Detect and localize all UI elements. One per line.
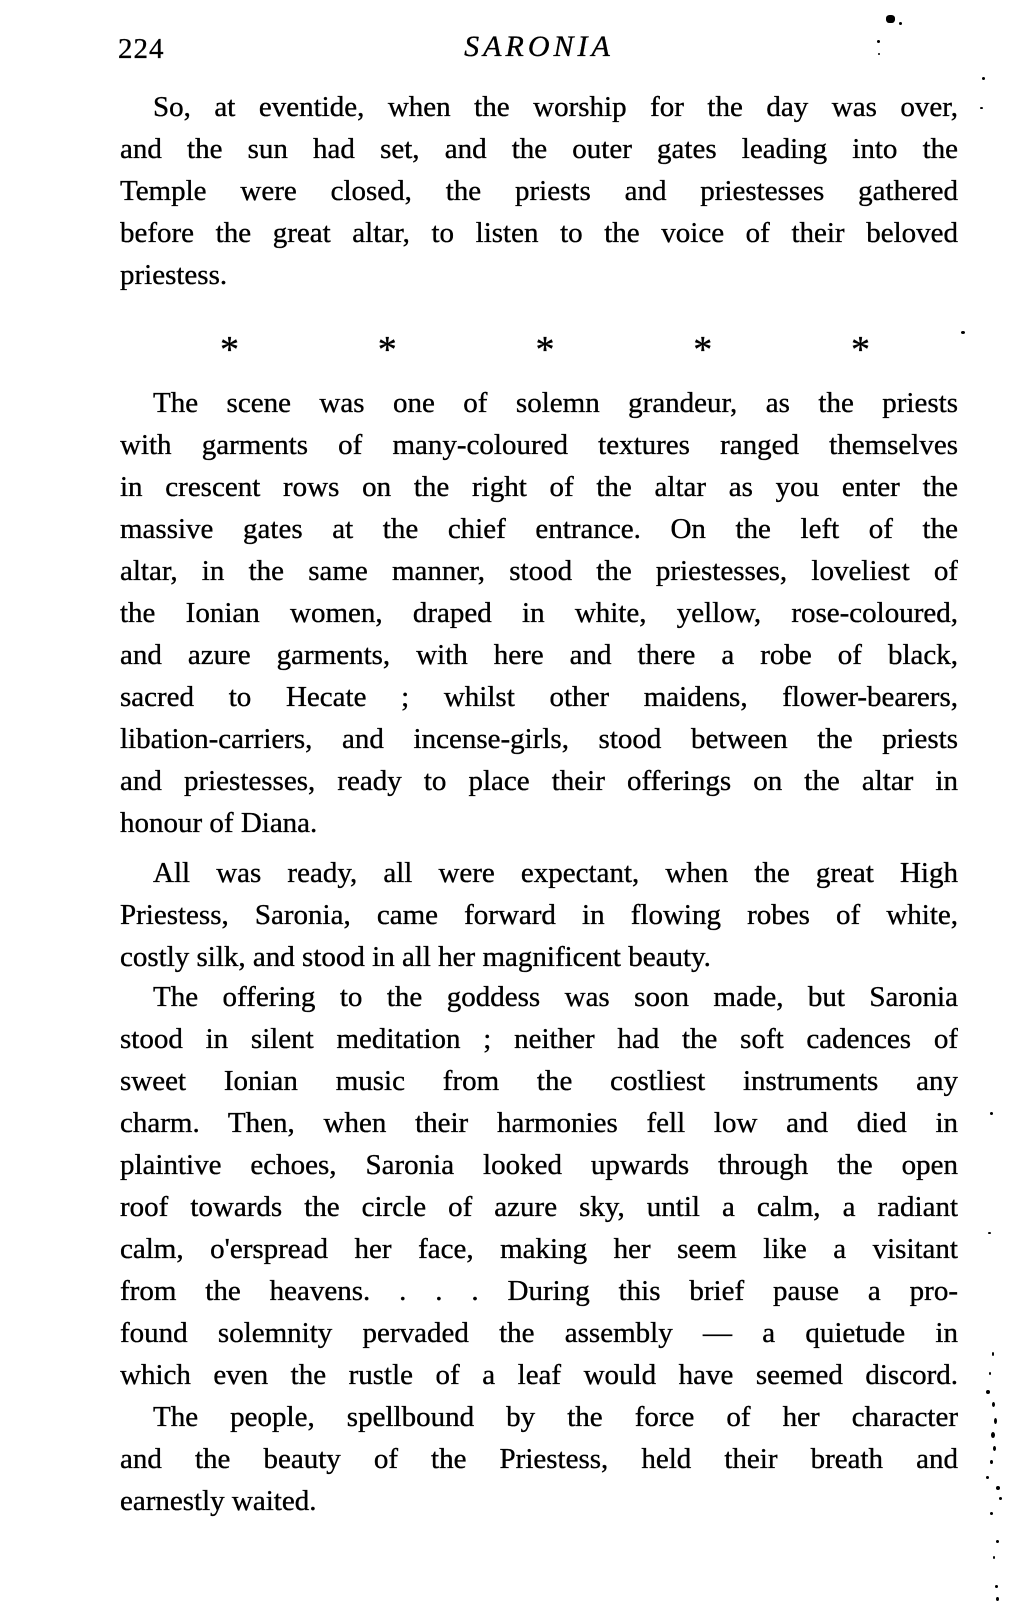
asterisk-icon: * <box>851 329 870 371</box>
text-line: libation-carriers, and incense-girls, stood between the priests <box>120 723 958 755</box>
text-line: sweet Ionian music from the costliest instruments any <box>120 1065 958 1097</box>
asterisk-icon: * <box>377 329 397 371</box>
text-line: with garments of many-coloured textures ranged themselves <box>120 429 958 461</box>
text-line: The scene was one of solemn grandeur, as the priests <box>153 387 958 419</box>
scan-artifact <box>994 1418 997 1424</box>
paragraph-1 <box>120 86 958 296</box>
paragraph-4 <box>120 976 958 1396</box>
asterisk-icon: * <box>693 329 713 371</box>
text-line: and the beauty of the Priestess, held their breath and <box>120 1443 958 1475</box>
paragraph-5 <box>120 1396 958 1522</box>
scan-artifact <box>996 1540 999 1543</box>
page-number: 224 <box>118 33 165 65</box>
paragraph-2 <box>120 382 958 844</box>
scan-artifact <box>878 53 880 55</box>
scan-artifact <box>990 1460 993 1464</box>
text-line: earnestly waited. <box>120 1485 317 1517</box>
text-line: Priestess, Saronia, came forward in flowing robes of white, <box>120 899 958 931</box>
text-line: The people, spellbound by the force of her character <box>153 1401 958 1433</box>
text-line: priestess. <box>120 259 228 291</box>
text-line: which even the rustle of a leaf would have seemed discord. <box>120 1359 958 1391</box>
scan-artifact <box>993 1556 995 1559</box>
scan-artifact <box>877 40 880 43</box>
text-line: calm, o'erspread her face, making her seem like a visitant <box>120 1233 958 1265</box>
text-line: charm. Then, when their harmonies fell low and died in <box>120 1107 958 1139</box>
text-line: stood in silent meditation ; neither had the soft cadences of <box>120 1023 958 1055</box>
paragraph-3 <box>120 852 958 978</box>
asterisk-icon: * <box>535 329 555 371</box>
text-line: found solemnity pervaded the assembly — a quietude in <box>120 1317 958 1349</box>
scan-artifact <box>982 77 985 80</box>
scan-artifact <box>999 1497 1002 1500</box>
scan-artifact <box>991 1432 995 1438</box>
scan-artifact <box>992 1352 994 1356</box>
asterisk-separator <box>120 330 958 374</box>
text-line: Temple were closed, the priests and priestesses gathered <box>120 175 958 207</box>
text-line: plaintive echoes, Saronia looked upwards through the open <box>120 1149 958 1181</box>
text-line: The offering to the goddess was soon made, but Saronia <box>153 981 958 1013</box>
running-header: SARONIA <box>464 30 614 63</box>
scan-artifact <box>995 1585 998 1588</box>
text-line: and the sun had set, and the outer gates leading into the <box>120 133 958 165</box>
scan-artifact <box>996 1486 1000 1490</box>
text-line: sacred to Hecate ; whilst other maidens, flower-bearers, <box>120 681 958 713</box>
text-line: in crescent rows on the right of the altar as you enter the <box>120 471 958 503</box>
scan-artifact <box>886 15 895 23</box>
text-line: So, at eventide, when the worship for the day was over, <box>153 91 958 123</box>
text-line: All was ready, all were expectant, when the great High <box>153 857 958 889</box>
text-line: honour of Diana. <box>120 807 318 839</box>
text-line: costly silk, and stood in all her magnificent beauty. <box>120 941 711 973</box>
text-line: the Ionian women, draped in white, yellow, rose-coloured, <box>120 597 958 629</box>
text-line: altar, in the same manner, stood the priestesses, loveliest of <box>120 555 958 587</box>
scan-artifact <box>899 22 902 25</box>
scan-artifact <box>996 1597 999 1601</box>
text-line: massive gates at the chief entrance. On the left of the <box>120 513 958 545</box>
text-line: roof towards the circle of azure sky, until a calm, a radiant <box>120 1191 958 1223</box>
asterisk-icon: * <box>220 329 239 371</box>
scan-artifact <box>993 1446 996 1451</box>
scan-artifact <box>980 107 983 109</box>
scan-artifact <box>961 331 965 334</box>
text-line: and azure garments, with here and there a robe of black, <box>120 639 958 671</box>
scan-artifact <box>989 1372 991 1375</box>
text-line: and priestesses, ready to place their offerings on the altar in <box>120 765 958 797</box>
scan-artifact <box>990 1112 993 1115</box>
text-line: from the heavens. . . . During this brief pause a pro- <box>120 1275 958 1307</box>
text-line: before the great altar, to listen to the voice of their beloved <box>120 217 958 249</box>
scan-artifact <box>986 1390 990 1394</box>
scan-artifact <box>988 1232 991 1234</box>
scan-artifact <box>992 1402 995 1407</box>
scan-artifact <box>986 1476 989 1479</box>
scan-artifact <box>990 1512 993 1515</box>
